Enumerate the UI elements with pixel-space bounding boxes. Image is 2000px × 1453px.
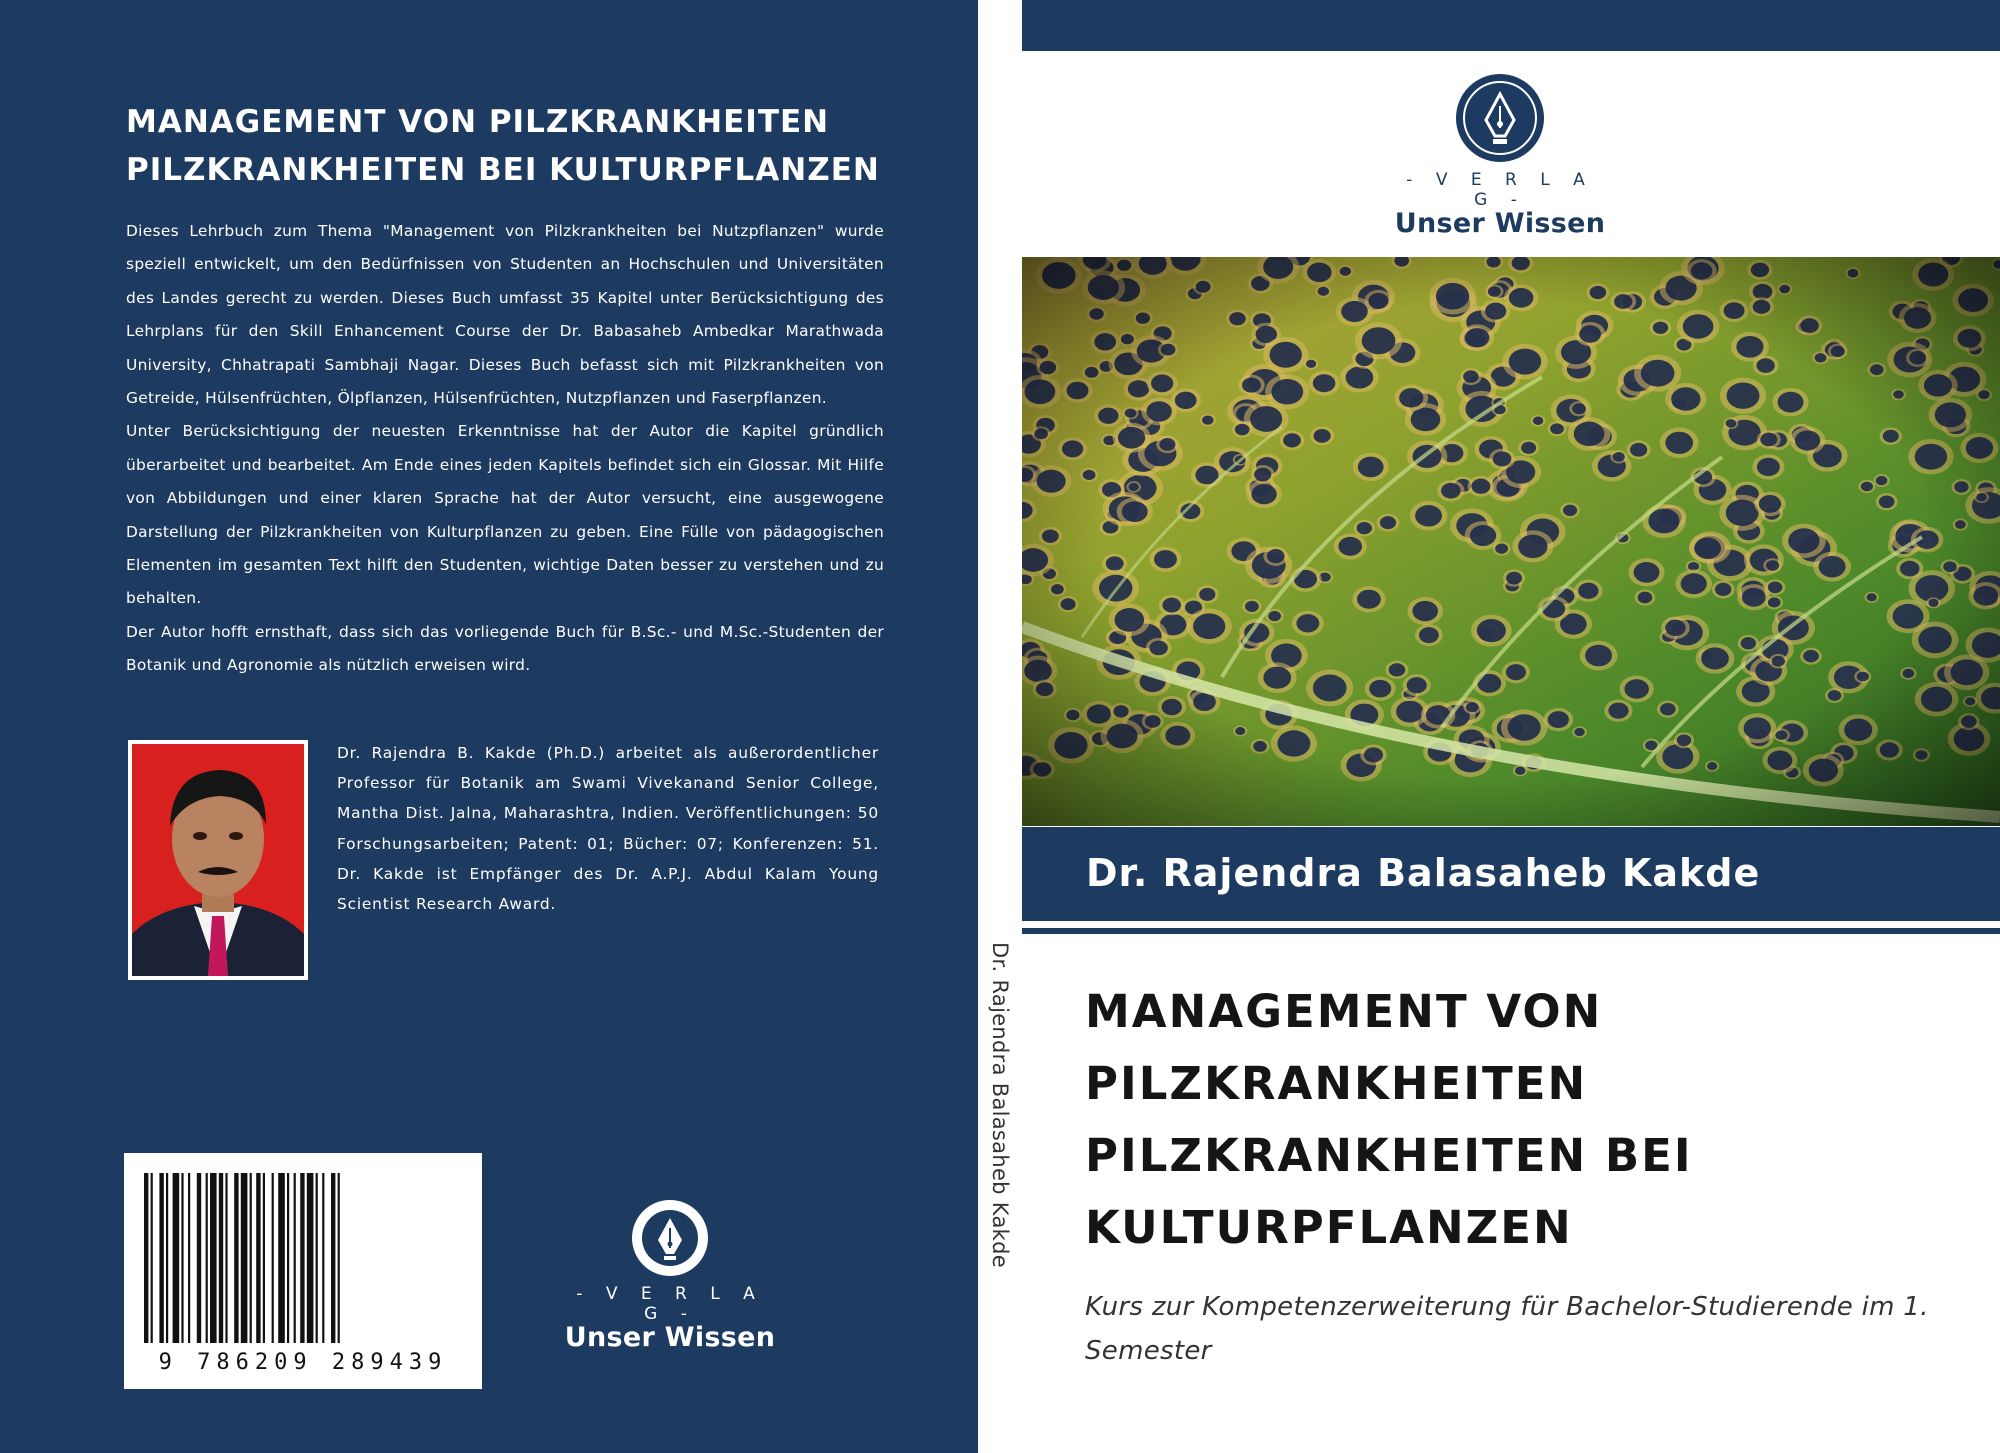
barcode-bar [241,1173,248,1343]
barcode-bar [206,1173,208,1343]
pen-nib-seal-icon [630,1198,710,1278]
barcode-bar [294,1173,296,1343]
publisher-name: Unser Wissen [564,1322,776,1353]
isbn-barcode [124,1153,482,1389]
description-paragraph: Der Autor hofft ernsthaft, dass sich das vorliegende Buch für B.Sc.- und M.Sc.-Studenten der Botanik und Agronomie als nützlich erweisen wird. [126,622,884,675]
description-paragraph: Unter Berücksichtigung der neuesten Erkenntnisse hat der Autor die Kapitel gründlich überarbeitet und bearbeitet. Am Ende eines jeden Kapitels befindet sich ein Glossar. Mit Hilfe von Abbildungen und einer klaren Sprache hat der Autor versucht, eine ausgewogene Darstellung der Pilzkrankheiten von Kulturpflanzen zu geben. Eine Fülle von pädagogischen Elementen im gesamten Text hilft den Studenten, wichtige Daten besser zu verstehen und zu behalten. [126,422,884,608]
barcode-bar [166,1173,168,1343]
barcode-bar [300,1173,304,1343]
barcode-bars [144,1173,340,1343]
publisher-verlag-label: - V E R L A G - [1406,170,1594,210]
barcode-bar [322,1173,324,1343]
barcode-bar [151,1173,153,1343]
barcode-bar [197,1173,201,1343]
front-title-line-1: MANAGEMENT VON [1085,985,1603,1038]
leaf-image-illustration [1022,257,2000,826]
back-cover [0,0,978,1453]
barcode-bar [338,1173,340,1343]
diseased-leaf-photo [1022,257,2000,826]
front-cover-subtitle: Kurs zur Kompetenzerweiterung für Bachelor-Studierende im 1. Semester [1085,1292,1929,1366]
back-title-line-2: PILZKRANKHEITEN BEI KULTURPFLANZEN [126,152,880,188]
author-photo [128,740,308,980]
front-author-name: Dr. Rajendra Balasaheb Kakde [1086,851,1761,895]
barcode-bar [316,1173,318,1343]
barcode-bar [287,1173,289,1343]
barcode-graphic [124,1153,482,1389]
barcode-bar [144,1173,148,1343]
barcode-bar [263,1173,265,1343]
barcode-bar [188,1173,190,1343]
author-portrait-illustration [132,744,304,976]
publisher-logo-back [560,1198,780,1353]
barcode-bar [234,1173,238,1343]
divider-line [1022,928,2000,934]
front-top-bar [1022,0,2000,51]
pen-nib-seal-icon [1454,72,1546,164]
front-title-line-4: KULTURPFLANZEN [1085,1201,1573,1254]
barcode-bar [250,1173,252,1343]
publisher-logo-front [1390,72,1610,239]
barcode-bar [278,1173,285,1343]
author-biography: Dr. Rajendra B. Kakde (Ph.D.) arbeitet als außerordentlicher Professor für Botanik am Swami Vivekanand Senior College, Mantha Dist. Jalna, Maharashtra, Indien. Veröffentlichungen: 50 Forschungsarbeiten; Patent: 01; Bücher: 07; Konferenzen: 51. Dr. Kakde ist Empfänger des Dr. A.P.J. Abdul Kalam Young Scientist Research Award. [337,744,879,914]
front-title-line-2: PILZKRANKHEITEN [1085,1057,1588,1110]
back-title-line-1: MANAGEMENT VON PILZKRANKHEITEN [126,104,830,140]
barcode-bar [181,1173,183,1343]
barcode-bar [159,1173,163,1343]
publisher-verlag-label: - V E R L A G - [576,1284,764,1324]
barcode-bar [272,1173,274,1343]
book-description [126,215,884,683]
barcode-bar [219,1173,223,1343]
author-band [1022,827,2000,921]
publisher-name: Unser Wissen [1394,208,1606,239]
barcode-bar [256,1173,260,1343]
barcode-bar [173,1173,180,1343]
description-paragraph: Dieses Lehrbuch zum Thema "Management von Pilzkrankheiten bei Nutzpflanzen" wurde speziell entwickelt, um den Bedürfnissen von Studenten an Hochschulen und Universitäten des Landes gerecht zu werden. Dieses Buch umfasst 35 Kapitel unter Berücksichtigung des Lehrplans für den Skill Enhancement Course der Dr. Babasaheb Ambedkar Marathwada University, Chhatrapati Sambhaji Nagar. Dieses Buch befasst sich mit Pilzkrankheiten von Getreide, Hülsenfrüchten, Ölpflanzen, Hülsenfrüchten, Nutzpflanzen und Faserpflanzen. [126,222,884,408]
barcode-bar [331,1173,335,1343]
front-title-line-3: PILZKRANKHEITEN BEI [1085,1129,1693,1182]
barcode-bar [225,1173,227,1343]
spine-author: Dr. Rajendra Balasaheb Kakde [988,942,1012,1268]
isbn-digits: 9 786209 289439 [158,1350,448,1375]
front-cover-title [1085,976,1965,1264]
barcode-bar [210,1173,217,1343]
back-cover-title [126,98,926,194]
barcode-bar [307,1173,314,1343]
